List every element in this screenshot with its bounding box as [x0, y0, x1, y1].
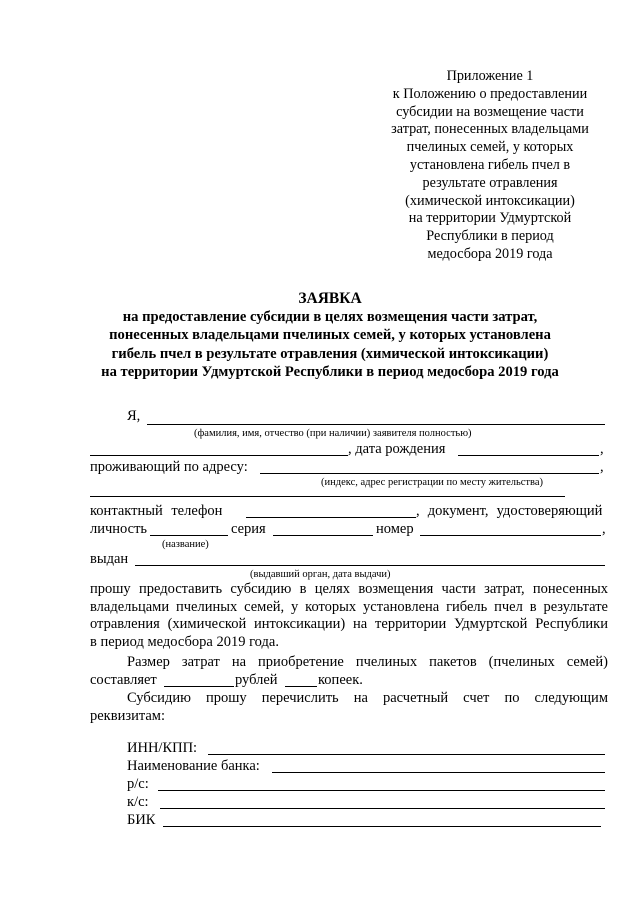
appendix-line: Республики в период — [426, 228, 554, 245]
appendix-line: пчелиных семей, у которых — [406, 139, 574, 156]
series-label: серия — [231, 521, 266, 537]
ks-label: к/с: — [127, 794, 149, 810]
birth-date-field[interactable] — [458, 455, 599, 456]
request-line: отравления (химической интоксикации) на территории Удмуртской Республики — [90, 616, 608, 632]
fio-caption: (фамилия, имя, отчество (при наличии) заявителя полностью) — [194, 428, 472, 439]
issued-field[interactable] — [135, 565, 605, 566]
address-field[interactable] — [260, 473, 599, 474]
inn-kpp-label: ИНН/КПП: — [127, 740, 198, 756]
issued-caption: (выдавший орган, дата выдачи) — [250, 569, 391, 580]
bank-name-label: Наименование банка: — [127, 758, 260, 774]
appendix-line: результате отравления — [422, 174, 558, 191]
phone-field[interactable] — [246, 517, 416, 518]
comma: , — [600, 459, 604, 475]
title-heading: ЗАЯВКА — [298, 290, 362, 307]
address-continuation-field[interactable] — [90, 496, 565, 497]
fio-field[interactable] — [147, 424, 605, 425]
request-line: владельцами пчелиных семей, у которых установлена гибель пчел в результате — [90, 598, 608, 615]
request-line: прошу предоставить субсидию в целях возмещения части затрат, понесенных — [90, 581, 608, 597]
appendix-line: затрат, понесенных владельцами — [391, 121, 589, 138]
appendix-line: к Положению о предоставлении — [392, 85, 588, 102]
title-line: гибель пчел в результате отравления (химической интоксикации) — [111, 345, 549, 362]
document-title — [60, 290, 600, 381]
request-paragraph — [90, 581, 608, 651]
issued-label: выдан — [90, 551, 129, 567]
costs-kopecks-label: копеек. — [318, 672, 363, 688]
document-label: , документ, удостоверяющий — [416, 503, 603, 519]
rs-label: р/с: — [127, 776, 149, 792]
ks-field[interactable] — [160, 808, 605, 809]
title-line: на предоставление субсидии в целях возмещения части затрат, — [122, 309, 538, 326]
transfer-paragraph — [127, 690, 608, 708]
address-label: проживающий по адресу: — [90, 459, 248, 475]
comma: , — [602, 521, 606, 537]
transfer-line: реквизитам: — [90, 708, 165, 724]
title-line: на территории Удмуртской Республики в период медосбора 2019 года — [101, 363, 559, 380]
appendix-line: Приложение 1 — [446, 68, 534, 84]
number-field[interactable] — [420, 535, 601, 536]
costs-prefix: составляет — [90, 672, 157, 688]
bik-label: БИК — [127, 812, 156, 828]
costs-rubles-field[interactable] — [164, 686, 234, 687]
bik-field[interactable] — [163, 826, 601, 827]
costs-paragraph — [127, 654, 608, 672]
costs-kopecks-field[interactable] — [285, 686, 317, 687]
number-label: номер — [376, 521, 414, 537]
appendix-line: субсидии на возмещение части — [396, 103, 584, 120]
inn-kpp-field[interactable] — [208, 754, 605, 755]
rs-field[interactable] — [158, 790, 605, 791]
fio-continuation-field[interactable] — [90, 455, 348, 456]
costs-line: Размер затрат на приобретение пчелиных пакетов (пчелиных семей) — [127, 654, 608, 670]
address-caption: (индекс, адрес регистрации по месту жительства) — [321, 477, 543, 488]
document-name-caption: (название) — [162, 539, 209, 550]
appendix-line: (химической интоксикации) — [405, 192, 575, 209]
series-field[interactable] — [273, 535, 373, 536]
document-name-field[interactable] — [150, 535, 228, 536]
costs-rubles-label: рублей — [235, 672, 278, 688]
transfer-line: Субсидию прошу перечислить на расчетный счет по следующим — [127, 690, 608, 706]
appendix-line: медосбора 2019 года — [427, 245, 553, 262]
identity-label: личность — [90, 521, 148, 537]
bank-name-field[interactable] — [272, 772, 605, 773]
comma: , — [600, 441, 604, 457]
appendix-line: на территории Удмуртской — [408, 210, 572, 227]
title-line: понесенных владельцами пчелиных семей, у которых установлена — [109, 327, 551, 344]
appendix-line: установлена гибель пчел в — [409, 156, 571, 173]
birth-date-label: , дата рождения — [348, 441, 446, 457]
appendix-note — [360, 68, 620, 264]
request-line: в период медосбора 2019 года. — [90, 633, 279, 650]
phone-label: контактный телефон — [90, 503, 223, 519]
i-label: Я, — [127, 408, 141, 424]
